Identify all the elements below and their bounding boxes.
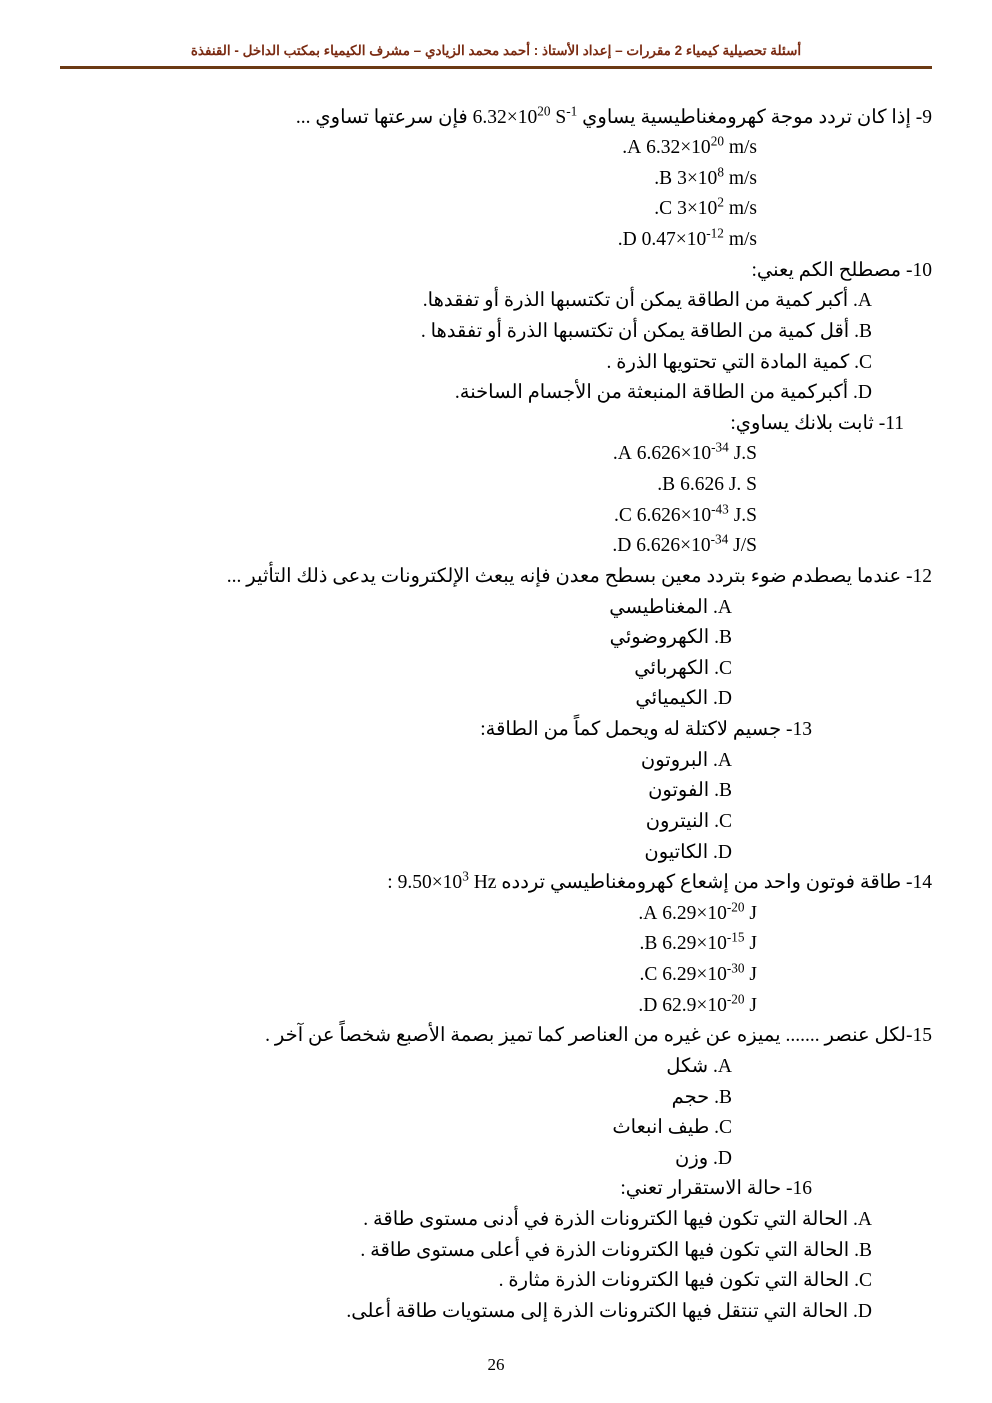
q9-opt-c-base: 3×10: [677, 198, 718, 220]
q9-stem-before: 9- إذا كان تردد موجة كهرومغناطيسية يساوي: [577, 106, 932, 128]
q14-opt-d-value: [662, 991, 757, 1021]
q14-formula-base: 9.50×10: [397, 872, 463, 894]
q14-stem-after: :: [387, 872, 398, 894]
q9-opt-c-label: C.: [654, 198, 673, 220]
question-9-option-a: [60, 133, 932, 163]
q9-opt-a-label: A.: [622, 137, 642, 159]
question-14-option-d: [60, 991, 932, 1021]
q9-opt-d-label: D.: [617, 229, 637, 251]
q9-opt-a-exp: 20: [710, 133, 724, 149]
question-16-option-a: A. الحالة التي تكون فيها الكترونات الذرة في أدنى مستوى طاقة .: [363, 1209, 872, 1231]
q9-opt-c-unit: m/s: [723, 198, 757, 220]
q9-opt-d-base: 0.47×10: [641, 229, 707, 251]
q9-formula-exp: 20: [537, 103, 551, 119]
q14-stem-before: 14- طاقة فوتون واحد من إشعاع كهرومغناطيسي تردده: [496, 872, 932, 894]
q11-opt-b-label: B.: [657, 474, 676, 496]
document-body: [60, 103, 932, 1327]
question-12-option-a: A. المغناطيسي: [609, 596, 732, 618]
page-number: 26: [487, 1355, 505, 1374]
q11-opt-c-base: 6.626×10: [636, 504, 712, 526]
question-14-option-b: [60, 929, 932, 959]
q11-opt-a-value: [637, 439, 757, 469]
question-11-option-c: [60, 501, 932, 531]
question-10-option-b: B. أقل كمية من الطاقة يمكن أن تكتسبها الذرة أو تفقدها .: [420, 320, 872, 342]
q9-formula: [473, 103, 578, 133]
question-15-option-a: A. شكل: [666, 1055, 732, 1077]
question-stem-14: [60, 868, 932, 898]
question-10-option-c: C. كمية المادة التي تحتويها الذرة .: [606, 351, 872, 373]
question-9-option-b: [60, 164, 932, 194]
q14-formula-unit: Hz: [468, 872, 497, 894]
q14-opt-b-label: B.: [639, 933, 658, 955]
header-divider: [60, 66, 932, 69]
q11-opt-a-label: A.: [612, 443, 632, 465]
page-header-title: أسئلة تحصيلية كيمياء 2 مقررات – إعداد الأستاذ : أحمد محمد الزيادي – مشرف الكيمياء بمكتب الداخل - القنفذة: [190, 43, 802, 58]
q14-formula-exp: 3: [462, 868, 469, 884]
question-stem-16: 16- حالة الاستقرار تعني:: [620, 1178, 812, 1200]
q14-opt-c-value: [662, 960, 757, 990]
q9-opt-d-exp: -12: [706, 225, 724, 241]
q9-opt-b-base: 3×10: [677, 167, 718, 189]
q11-opt-d-exp: -34: [710, 531, 729, 547]
question-11-option-a: [60, 439, 932, 469]
q14-formula: [398, 868, 497, 898]
q9-opt-b-value: [677, 164, 757, 194]
q11-opt-d-unit: J/S: [728, 535, 757, 557]
q9-formula-unit-exp: -1: [566, 103, 578, 119]
question-11-option-d: [60, 531, 932, 561]
q11-opt-a-base: 6.626×10: [636, 443, 712, 465]
question-13-option-d: D. الكاتيون: [644, 841, 732, 863]
q14-opt-a-value: [662, 899, 757, 929]
q9-opt-c-value: [677, 194, 757, 224]
question-stem-10: 10- مصطلح الكم يعني:: [751, 259, 932, 281]
q9-opt-d-unit: m/s: [723, 229, 757, 251]
q11-opt-d-label: D.: [612, 535, 632, 557]
q9-opt-b-label: B.: [654, 167, 673, 189]
q11-opt-d-value: [636, 531, 757, 561]
q14-opt-d-exp: -20: [726, 991, 745, 1007]
q14-opt-d-base: 62.9×10: [662, 994, 727, 1016]
q14-opt-c-base: 6.29×10: [662, 964, 727, 986]
question-10-option-d: D. أكبركمية من الطاقة المنبعثة من الأجسام الساخنة.: [454, 382, 872, 404]
question-16-option-b: B. الحالة التي تكون فيها الكترونات الذرة في أعلى مستوى طاقة .: [360, 1239, 872, 1261]
q11-opt-c-label: C.: [614, 504, 632, 526]
q9-opt-a-value: [646, 133, 757, 163]
q14-opt-a-base: 6.29×10: [662, 902, 727, 924]
question-12-option-b: B. الكهروضوئي: [609, 627, 732, 649]
question-15-option-d: D. وزن: [675, 1147, 732, 1169]
question-stem-9: [60, 103, 932, 133]
question-13-option-c: C. النيترون: [645, 810, 732, 832]
question-9-option-d: [60, 225, 932, 255]
question-10-option-a: A. أكبر كمية من الطاقة يمكن أن تكتسبها الذرة أو تفقدها.: [422, 290, 872, 312]
question-13-option-b: B. الفوتون: [648, 780, 732, 802]
question-9-option-c: [60, 194, 932, 224]
q9-formula-unit: S: [550, 106, 567, 128]
question-11-option-b: [60, 470, 932, 500]
question-12-option-c: C. الكهربائي: [634, 657, 732, 679]
q9-stem-after: فإن سرعتها تساوي ...: [295, 106, 473, 128]
q14-opt-b-unit: J: [744, 933, 757, 955]
q9-opt-b-unit: m/s: [723, 167, 757, 189]
question-15-option-b: B. حجم: [671, 1086, 732, 1108]
q11-opt-d-base: 6.626×10: [636, 535, 711, 557]
q11-opt-c-value: [637, 501, 757, 531]
q9-opt-c-exp: 2: [717, 194, 724, 210]
q14-opt-b-value: [662, 929, 757, 959]
q11-opt-a-unit: J.S: [728, 443, 757, 465]
question-12-option-d: D. الكيميائي: [635, 688, 732, 710]
q14-opt-a-exp: -20: [726, 899, 745, 915]
q11-opt-c-unit: J.S: [728, 504, 757, 526]
q9-opt-a-base: 6.32×10: [646, 137, 711, 159]
q14-opt-d-unit: J: [744, 994, 757, 1016]
q9-formula-base: 6.32×10: [472, 106, 538, 128]
q14-opt-a-label: A.: [638, 902, 658, 924]
q14-opt-c-label: C.: [639, 964, 658, 986]
q14-opt-c-exp: -30: [726, 960, 745, 976]
q14-opt-b-exp: -15: [726, 929, 745, 945]
question-16-option-d: D. الحالة التي تنتقل فيها الكترونات الذرة إلى مستويات طاقة أعلى.: [346, 1300, 872, 1322]
question-stem-15: 15-لكل عنصر ....... يميزه عن غيره من العناصر كما تميز بصمة الأصبع شخصاً عن آخر .: [265, 1025, 932, 1047]
question-stem-13: 13- جسيم لاكتلة له ويحمل كماً من الطاقة:: [480, 719, 812, 741]
q14-opt-d-label: D.: [638, 994, 658, 1016]
q9-opt-a-unit: m/s: [723, 137, 757, 159]
q11-opt-a-exp: -34: [711, 439, 729, 455]
q14-opt-c-unit: J: [744, 964, 757, 986]
question-stem-11: 11- ثابت بلانك يساوي:: [730, 412, 904, 434]
q11-opt-c-exp: -43: [711, 501, 729, 517]
question-16-option-c: C. الحالة التي تكون فيها الكترونات الذرة مثارة .: [498, 1270, 872, 1292]
question-stem-12: 12- عندما يصطدم ضوء بتردد معين بسطح معدن فإنه يبعث الإلكترونات يدعى ذلك التأثير ...: [226, 565, 932, 587]
question-14-option-c: [60, 960, 932, 990]
q9-opt-b-exp: 8: [717, 164, 724, 180]
q11-opt-b-unit: J. S: [723, 474, 757, 496]
question-15-option-c: C. طيف انبعاث: [612, 1117, 732, 1139]
q14-opt-a-unit: J: [744, 902, 757, 924]
q9-opt-d-value: [642, 225, 757, 255]
q11-opt-b-base: 6.626: [680, 474, 724, 496]
question-14-option-a: [60, 899, 932, 929]
question-13-option-a: A. البروتون: [640, 749, 732, 771]
q14-opt-b-base: 6.29×10: [662, 933, 727, 955]
q11-opt-b-value: [680, 470, 757, 500]
